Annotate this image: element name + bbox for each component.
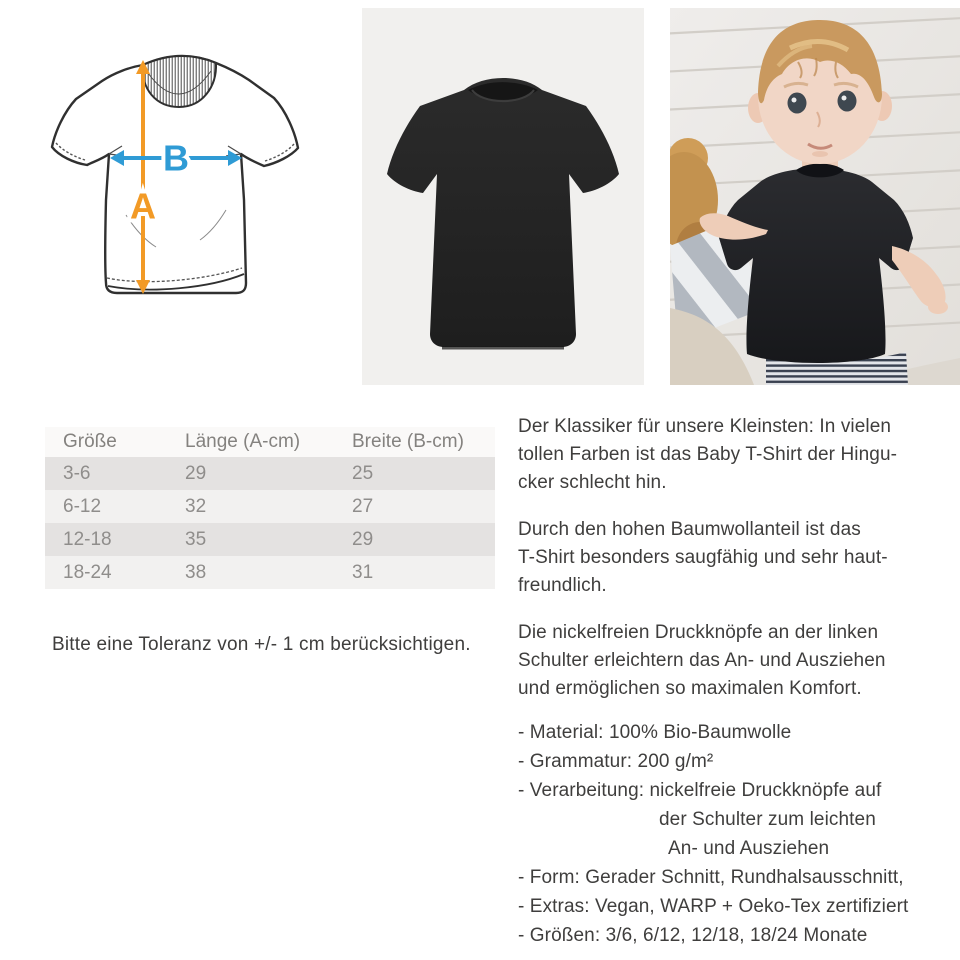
feature-item: - Form: Gerader Schnitt, Rundhalsausschnitt,	[518, 867, 904, 888]
size-diagram-image	[30, 40, 330, 305]
table-row	[45, 523, 495, 556]
baby-wearing-tshirt-illustration	[670, 8, 960, 385]
cell-laenge: 38	[167, 556, 334, 589]
feature-item: - Verarbeitung: nickelfreie Druckknöpfe auf	[518, 780, 882, 801]
cell-breite: 29	[334, 523, 495, 556]
product-description	[518, 413, 960, 950]
cell-groesse: 18-24	[45, 556, 167, 589]
measure-b-label: B	[163, 137, 189, 179]
table-row	[45, 490, 495, 523]
size-table	[45, 427, 495, 589]
product-photo-model	[670, 8, 960, 385]
table-row	[45, 556, 495, 589]
text-line: Die nickelfreien Druckknöpfe an der linken	[518, 622, 879, 643]
feature-item: - Größen: 3/6, 6/12, 12/18, 18/24 Monate	[518, 925, 868, 946]
text-line: cker schlecht hin.	[518, 472, 667, 493]
cell-breite: 25	[334, 457, 495, 490]
black-baby-tshirt-icon	[362, 8, 644, 385]
description-paragraph	[518, 516, 960, 600]
table-row	[45, 457, 495, 490]
description-paragraph	[518, 619, 960, 703]
text-line: tollen Farben ist das Baby T-Shirt der Hingu-	[518, 444, 898, 465]
col-header-breite: Breite (B-cm)	[334, 427, 495, 457]
cell-laenge: 29	[167, 457, 334, 490]
size-table-header-row	[45, 427, 495, 457]
cell-breite: 31	[334, 556, 495, 589]
cell-groesse: 3-6	[45, 457, 167, 490]
cell-groesse: 6-12	[45, 490, 167, 523]
feature-item: - Extras: Vegan, WARP + Oeko-Tex zertifiziert	[518, 896, 909, 917]
text-line: und ermöglichen so maximalen Komfort.	[518, 678, 862, 699]
cell-breite: 27	[334, 490, 495, 523]
col-header-groesse: Größe	[45, 427, 167, 457]
cell-laenge: 35	[167, 523, 334, 556]
feature-item: - Material: 100% Bio-Baumwolle	[518, 722, 792, 743]
feature-item: - Grammatur: 200 g/m²	[518, 751, 714, 772]
text-line: Schulter erleichtern das An- und Ausziehen	[518, 650, 886, 671]
feature-item-continuation: An- und Ausziehen	[668, 838, 830, 859]
feature-item-continuation: der Schulter zum leichten	[659, 809, 876, 830]
measure-a-label: A	[130, 185, 156, 227]
text-line: T-Shirt besonders saugfähig und sehr haut-	[518, 547, 888, 568]
col-header-laenge: Länge (A-cm)	[167, 427, 334, 457]
text-line: freundlich.	[518, 575, 607, 596]
cell-groesse: 12-18	[45, 523, 167, 556]
text-line: Durch den hohen Baumwollanteil ist das	[518, 519, 861, 540]
feature-list	[518, 718, 960, 950]
tshirt-measurement-diagram-icon	[30, 40, 330, 305]
product-photo-flat	[362, 8, 644, 385]
description-paragraph	[518, 413, 960, 497]
text-line: Der Klassiker für unsere Kleinsten: In vielen	[518, 416, 892, 437]
cell-laenge: 32	[167, 490, 334, 523]
tolerance-note: Bitte eine Toleranz von +/- 1 cm berücksichtigen.	[52, 634, 471, 655]
